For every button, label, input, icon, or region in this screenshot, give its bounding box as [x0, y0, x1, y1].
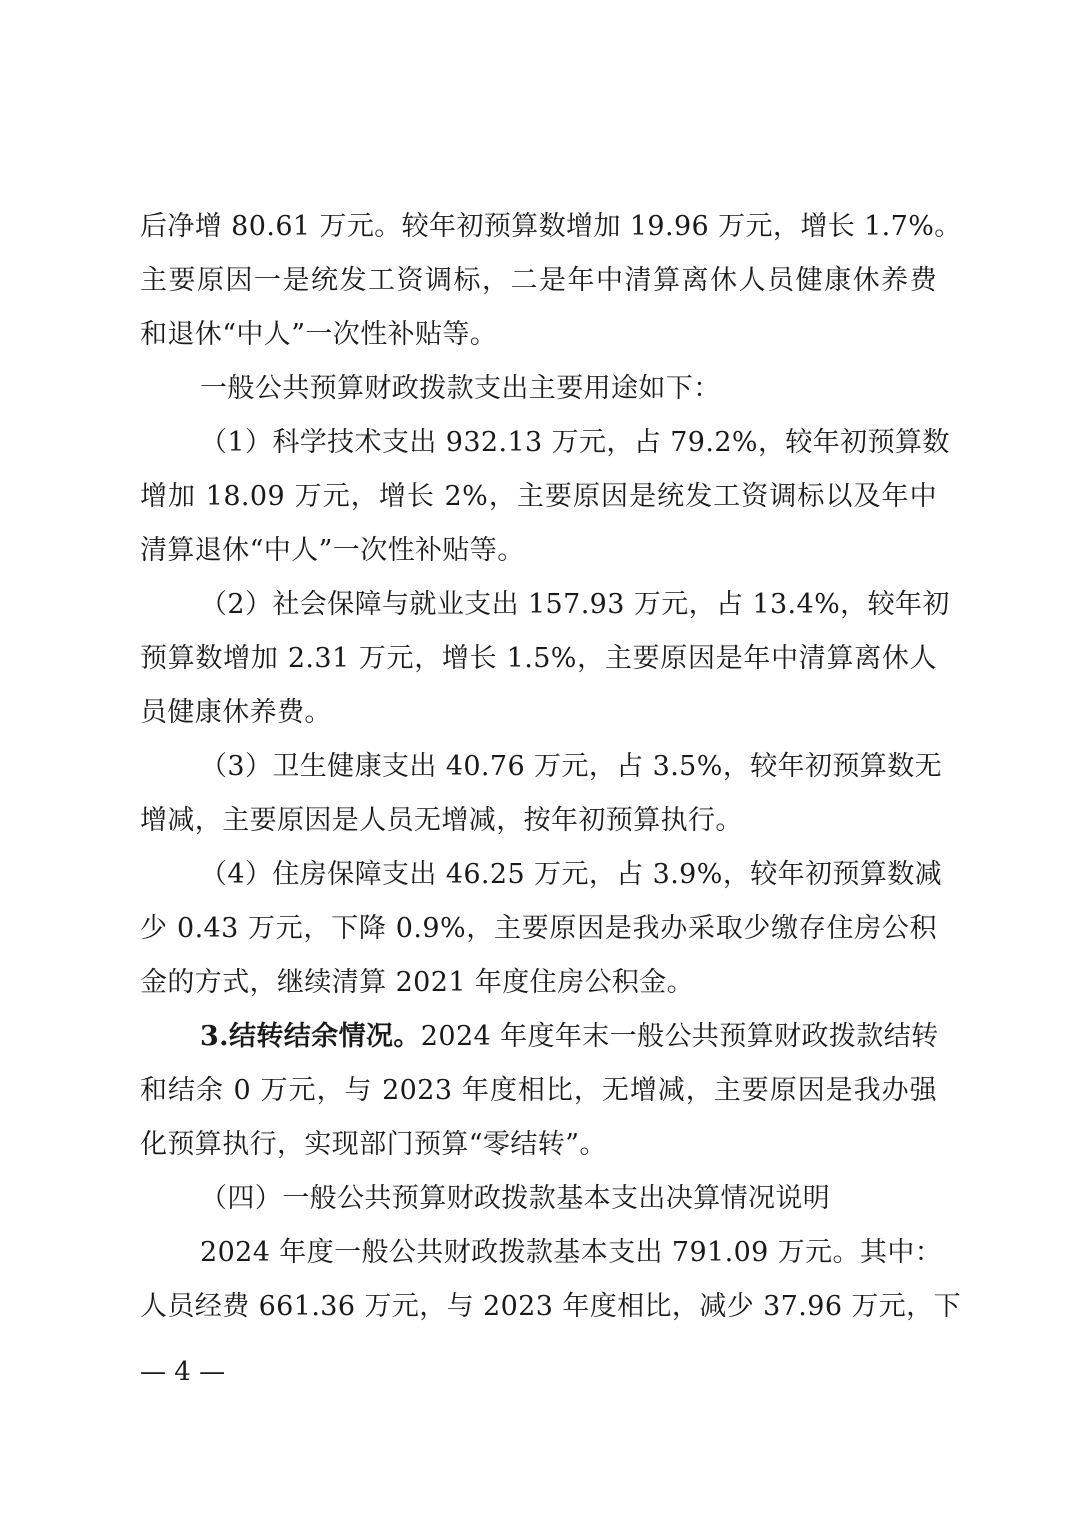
- paragraph-line: 一般公共预算财政拨款支出主要用途如下：: [200, 373, 721, 404]
- paragraph-line: 和退休“中人”一次性补贴等。: [140, 319, 498, 350]
- section-title: （四）一般公共预算财政拨款基本支出决算情况说明: [200, 1183, 831, 1214]
- paragraph-line: （4）住房保障支出 46.25 万元，占 3.9%，较年初预算数减: [200, 859, 943, 890]
- paragraph-line: 少 0.43 万元，下降 0.9%，主要原因是我办采取少缴存住房公积: [140, 913, 937, 944]
- paragraph-line: （1）科学技术支出 932.13 万元，占 79.2%，较年初预算数: [200, 427, 950, 458]
- paragraph-line: （2）社会保障与就业支出 157.93 万元，占 13.4%，较年初: [200, 589, 950, 620]
- paragraph-line: 主要原因一是统发工资调标，二是年中清算离休人员健康休养费: [140, 265, 937, 296]
- paragraph-line: （3）卫生健康支出 40.76 万元，占 3.5%，较年初预算数无: [200, 751, 943, 782]
- paragraph-line: 预算数增加 2.31 万元，增长 1.5%，主要原因是年中清算离休人: [140, 643, 937, 674]
- paragraph-line: 增减，主要原因是人员无增减，按年初预算执行。: [140, 805, 743, 836]
- paragraph-line: 和结余 0 万元，与 2023 年度相比，无增减，主要原因是我办强: [140, 1075, 937, 1106]
- paragraph-text: 2024 年度年末一般公共预算财政拨款结转: [420, 1021, 939, 1052]
- paragraph-line: [200, 1010, 937, 1064]
- paragraph-line: 人员经费 661.36 万元，与 2023 年度相比，减少 37.96 万元，下: [140, 1291, 961, 1322]
- paragraph-line: 清算退休“中人”一次性补贴等。: [140, 535, 525, 566]
- paragraph-line: 增加 18.09 万元，增长 2%，主要原因是统发工资调标以及年中: [140, 481, 937, 512]
- paragraph-line: 金的方式，继续清算 2021 年度住房公积金。: [140, 967, 695, 998]
- paragraph-line: 员健康休养费。: [140, 697, 332, 728]
- section-heading: 3.结转结余情况。: [200, 1021, 421, 1052]
- page-number: — 4 —: [140, 1357, 226, 1387]
- paragraph-line: 化预算执行，实现部门预算“零结转”。: [140, 1129, 607, 1160]
- paragraph-line: 2024 年度一般公共财政拨款基本支出 791.09 万元。其中：: [200, 1237, 943, 1268]
- paragraph-line: 后净增 80.61 万元。较年初预算数增加 19.96 万元，增长 1.7%。: [140, 211, 962, 242]
